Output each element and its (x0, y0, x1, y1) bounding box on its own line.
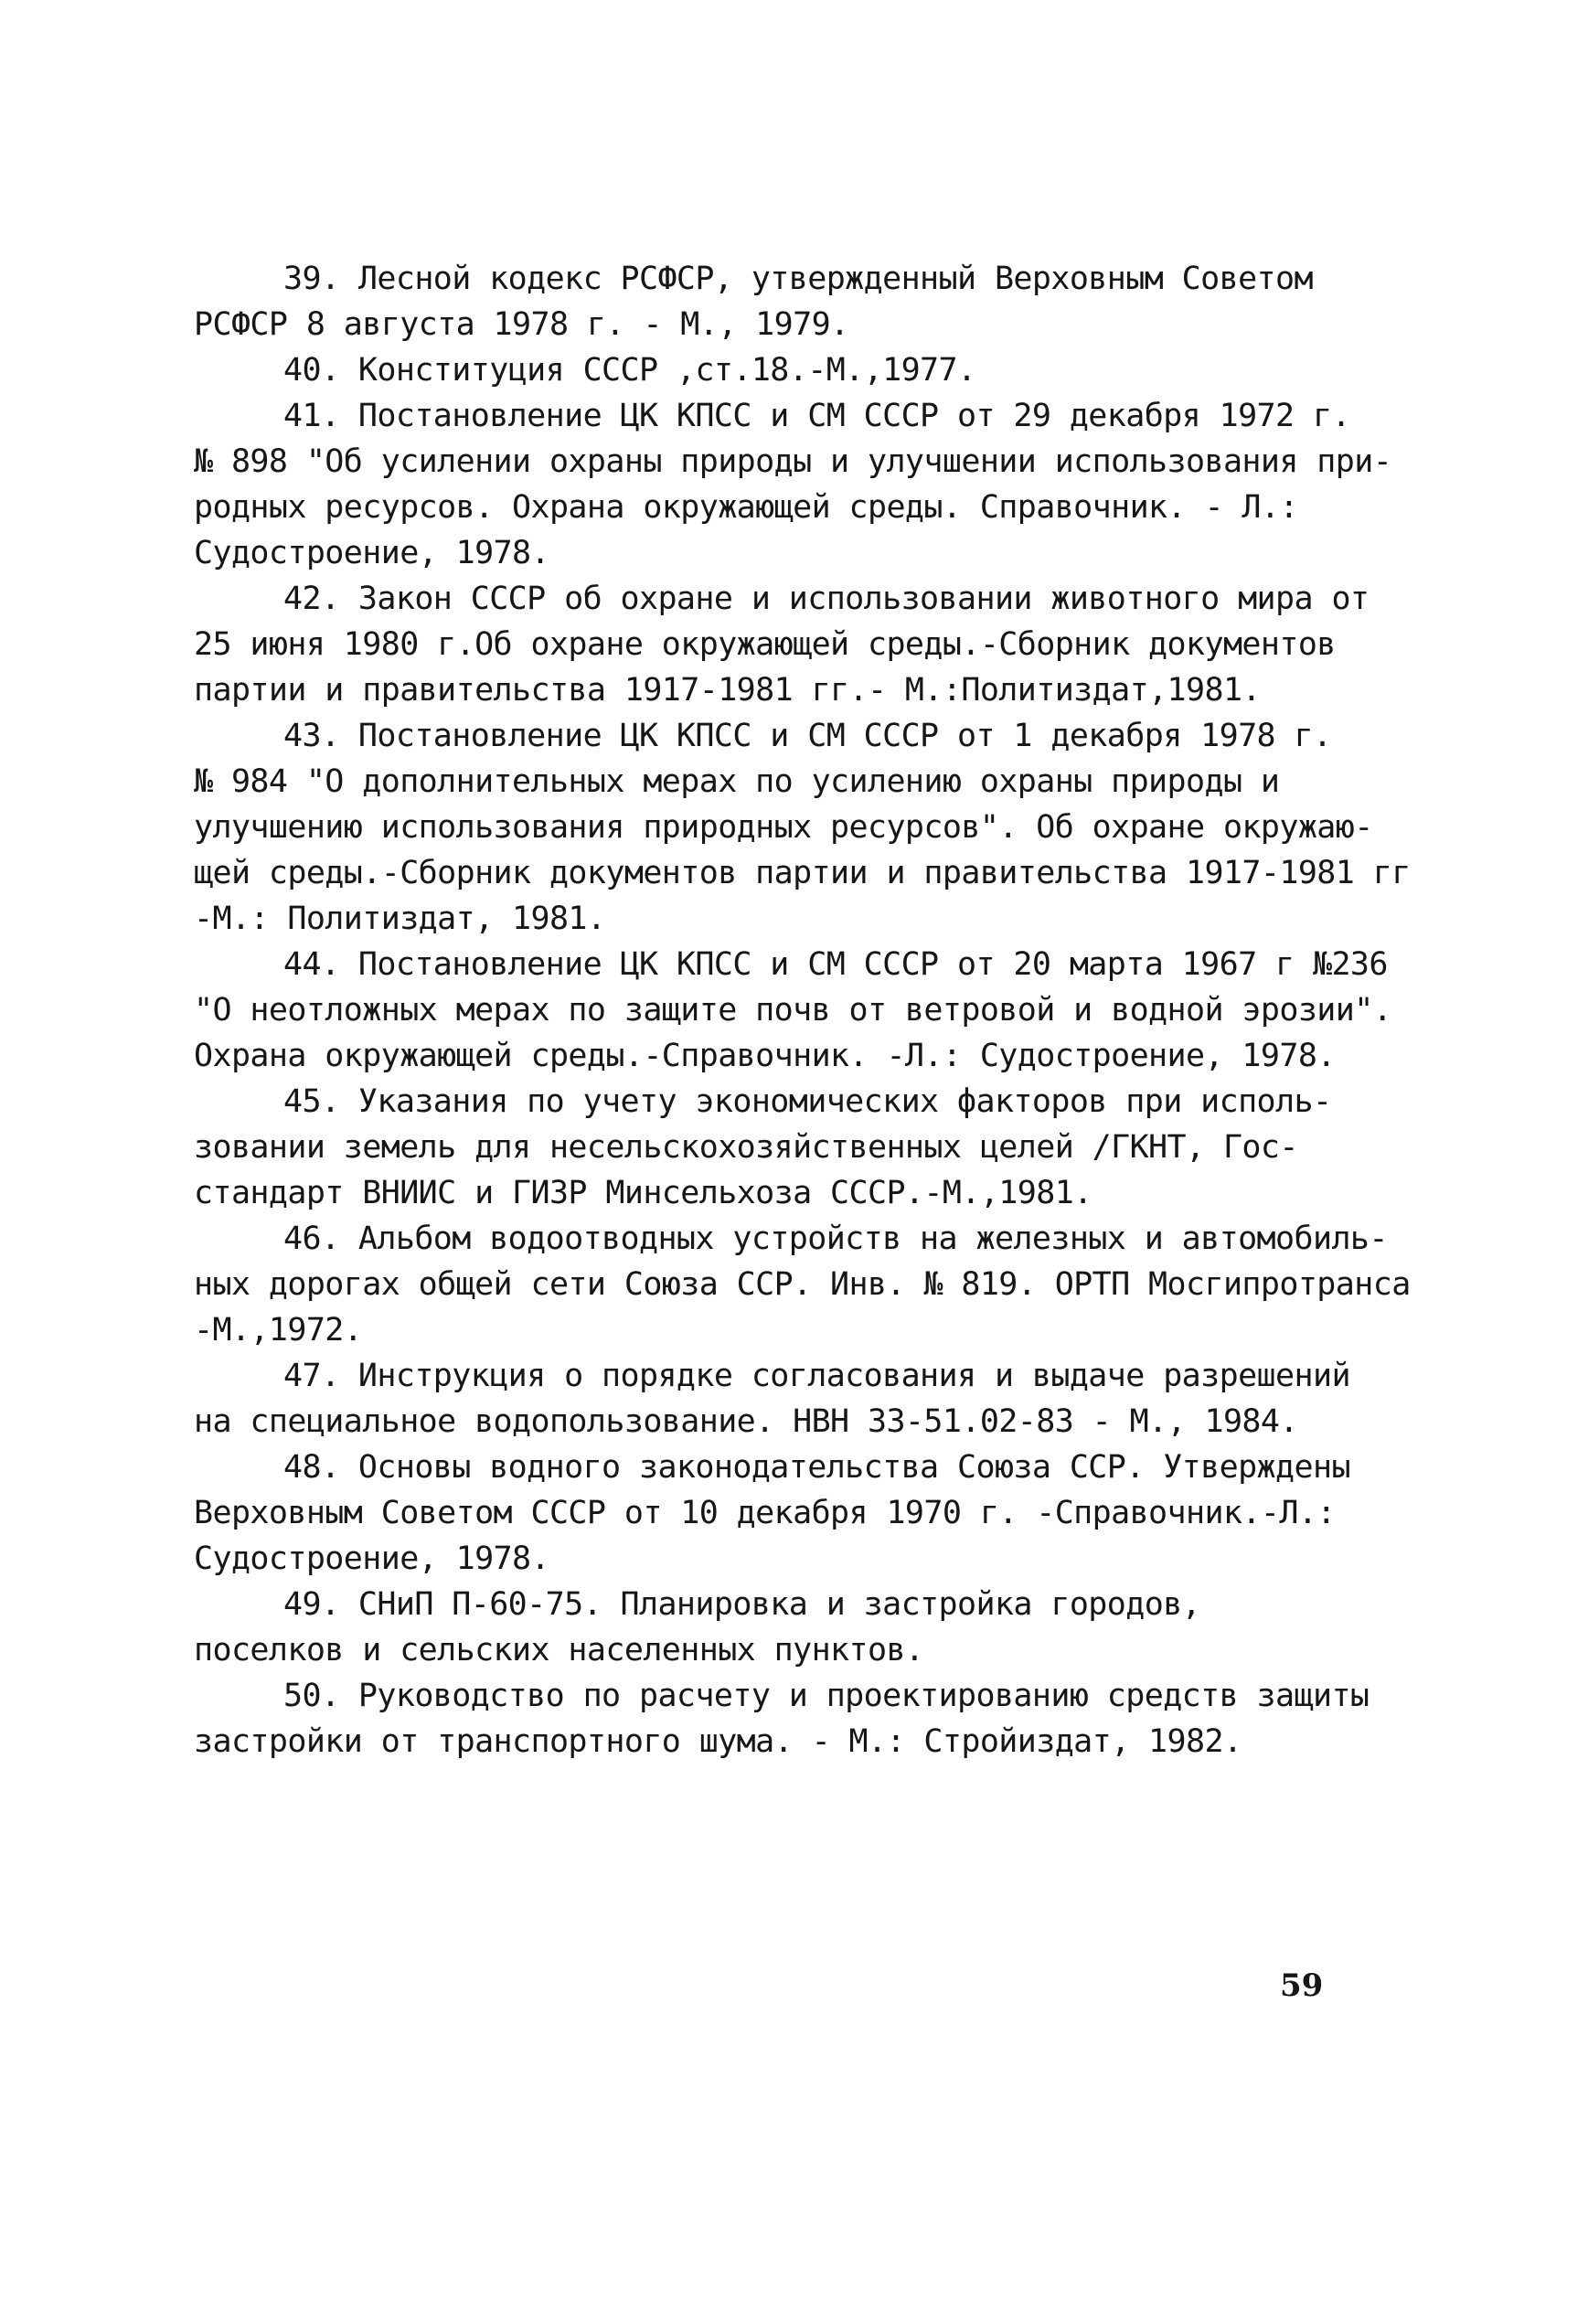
reference-continuation-line: щей среды.-Сборник документов партии и правительства 1917-1981 гг (194, 855, 1411, 891)
reference-continuation-line: родных ресурсов. Охрана окружающей среды. Справочник. - Л.: (194, 489, 1298, 526)
reference-first-line (194, 576, 1382, 622)
reference-continuation-line: зовании земель для несельскохозяйственных целей /ГКНТ, Гос- (194, 1129, 1298, 1166)
reference-number: 41. (283, 398, 340, 434)
reference-first-line (194, 393, 1382, 439)
reference-continuation-line: поселков и сельских населенных пунктов. (194, 1632, 924, 1668)
reference-number: 50. (283, 1678, 340, 1714)
reference-number: 40. (283, 352, 340, 389)
reference-entry (194, 942, 1392, 1079)
reference-first-line (194, 1582, 1382, 1627)
reference-continuation-line: РСФСР 8 августа 1978 г. - М., 1979. (194, 306, 849, 343)
reference-text: Закон СССР об охране и использовании животного мира от (357, 581, 1370, 617)
reference-entry (194, 576, 1382, 713)
reference-first-line (194, 1216, 1388, 1262)
reference-continuation-line: Судостроение, 1978. (194, 535, 549, 571)
reference-number: 39. (283, 261, 340, 297)
reference-first-line (194, 1673, 1382, 1719)
reference-continuation-line: ных дорогах общей сети Союза ССР. Инв. № 819. ОРТП Мосгипротранса (194, 1266, 1411, 1303)
reference-text: Инструкция о порядке согласования и выдаче разрешений (357, 1358, 1350, 1394)
reference-text: Постановление ЦК КПСС и СМ СССР от 1 декабря 1978 г. (357, 718, 1332, 754)
reference-text: Указания по учету экономических факторов при исполь- (357, 1083, 1332, 1120)
reference-first-line (194, 713, 1382, 759)
reference-first-line (194, 256, 1382, 302)
reference-number: 42. (283, 581, 340, 617)
reference-entry (194, 1673, 1382, 1764)
reference-continuation-line: стандарт ВНИИС и ГИЗР Минсельхоза СССР.-М.,1981. (194, 1175, 1092, 1211)
reference-number: 47. (283, 1358, 340, 1394)
reference-continuation-line: № 898 "Об усилении охраны природы и улучшении использования при- (194, 443, 1392, 480)
reference-number: 46. (283, 1221, 340, 1257)
reference-first-line (194, 347, 1382, 393)
reference-number: 48. (283, 1449, 340, 1486)
reference-number: 49. (283, 1586, 340, 1623)
reference-text: Постановление ЦК КПСС и СМ СССР от 29 декабря 1972 г. (357, 398, 1350, 434)
reference-continuation-line: "О неотложных мерах по защите почв от ветровой и водной эрозии". (194, 992, 1392, 1029)
reference-text: Конституция СССР ,ст.18.-М.,1977. (357, 352, 976, 389)
reference-continuation-line: Охрана окружающей среды.-Справочник. -Л.: Судостроение, 1978. (194, 1038, 1336, 1074)
reference-number: 44. (283, 946, 340, 983)
reference-entry (194, 1582, 1382, 1673)
reference-first-line (194, 1079, 1382, 1125)
reference-text: Основы водного законодательства Союза ССР. Утверждены (357, 1449, 1350, 1486)
reference-continuation-line: застройки от транспортного шума. - М.: Стройиздат, 1982. (194, 1723, 1242, 1760)
reference-entry (194, 347, 1382, 393)
reference-entry (194, 1079, 1382, 1216)
reference-entry (194, 1445, 1382, 1582)
page-number: 59 (1280, 1967, 1324, 2004)
reference-entry (194, 713, 1411, 942)
reference-text: СНиП П-60-75. Планировка и застройка городов, (357, 1586, 1201, 1623)
reference-text: Постановление ЦК КПСС и СМ СССР от 20 марта 1967 г №236 (357, 946, 1388, 983)
reference-continuation-line: улучшению использования природных ресурсов". Об охране окружаю- (194, 809, 1373, 846)
reference-continuation-line: № 984 "О дополнительных мерах по усилению охраны природы и (194, 763, 1280, 800)
reference-entry (194, 256, 1382, 347)
reference-entry (194, 393, 1392, 576)
reference-continuation-line: Судостроение, 1978. (194, 1540, 549, 1577)
reference-number: 45. (283, 1083, 340, 1120)
reference-entry (194, 1216, 1411, 1353)
reference-number: 43. (283, 718, 340, 754)
reference-first-line (194, 1353, 1382, 1399)
reference-first-line (194, 1445, 1382, 1490)
reference-text: Руководство по расчету и проектированию средств защиты (357, 1678, 1370, 1714)
reference-entry (194, 1353, 1382, 1445)
reference-continuation-line: -М.,1972. (194, 1312, 363, 1349)
reference-continuation-line: партии и правительства 1917-1981 гг.- М.:Политиздат,1981. (194, 672, 1261, 709)
reference-continuation-line: 25 июня 1980 г.Об охране окружающей среды.-Сборник документов (194, 626, 1336, 663)
reference-continuation-line: Верховным Советом СССР от 10 декабря 1970 г. -Справочник.-Л.: (194, 1495, 1336, 1531)
reference-first-line (194, 942, 1388, 987)
reference-text: Лесной кодекс РСФСР, утвержденный Верховным Советом (357, 261, 1313, 297)
reference-list (194, 256, 1411, 1764)
reference-continuation-line: -М.: Политиздат, 1981. (194, 901, 606, 937)
reference-continuation-line: на специальное водопользование. НВН 33-51.02-83 - М., 1984. (194, 1403, 1298, 1440)
reference-text: Альбом водоотводных устройств на железных и автомобиль- (357, 1221, 1388, 1257)
